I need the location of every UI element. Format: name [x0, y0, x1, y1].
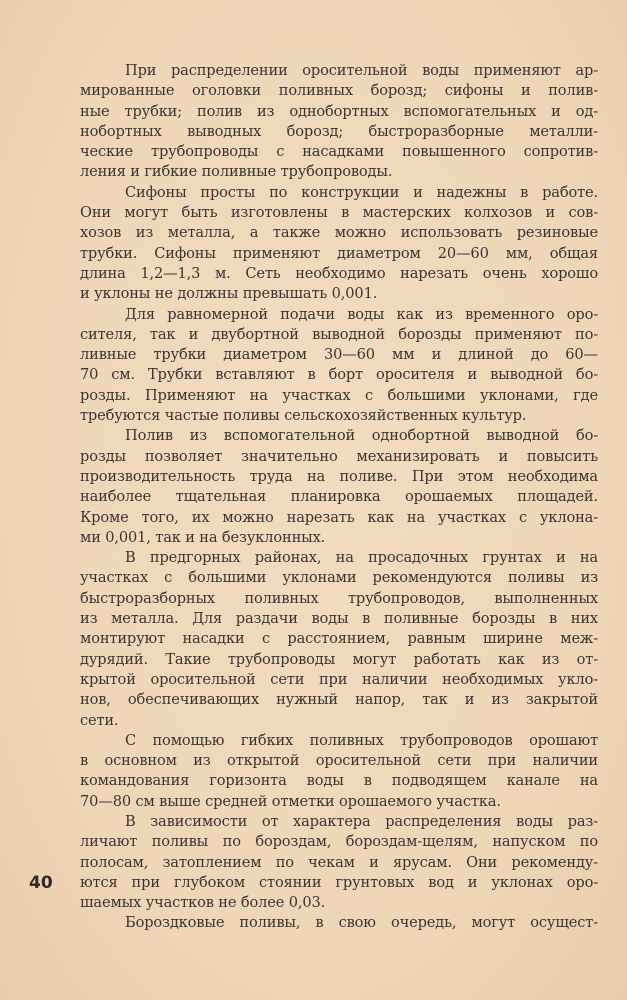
text-line: Бороздковые поливы, в свою очередь, могут осущест-: [125, 914, 598, 932]
text-line: 70—80 см выше средней отметки орошаемого участка.: [80, 792, 501, 810]
text-line: ми 0,001, так и на безуклонных.: [80, 528, 326, 546]
text-line: дурядий. Такие трубопроводы могут работать как из от-: [80, 650, 598, 668]
text-line: Кроме того, их можно нарезать как на участках с уклона-: [80, 508, 598, 526]
text-line: Они могут быть изготовлены в мастерских колхозов и сов-: [80, 204, 598, 222]
text-line: ления и гибкие поливные трубопроводы.: [80, 163, 393, 181]
text-line: Для равномерной подачи воды как из временного оро-: [125, 305, 598, 323]
text-line: нов, обеспечивающих нужный напор, так и из закрытой: [80, 691, 598, 709]
page-number: 40: [29, 873, 53, 893]
text-line: В предгорных районах, на просадочных грунтах и на: [125, 549, 598, 567]
text-line: шаемых участков не более 0,03.: [80, 894, 326, 912]
text-line: крытой оросительной сети при наличии необходимых укло-: [80, 670, 598, 688]
text-line: полосам, затоплением по чекам и ярусам. Они рекоменду-: [80, 853, 598, 871]
text-line: командования горизонта воды в подводящем канале на: [80, 772, 598, 790]
paragraph: [80, 305, 598, 427]
text-line: требуются частые поливы сельскохозяйственных культур.: [80, 407, 527, 425]
paragraph: [80, 426, 598, 548]
paragraph: [80, 812, 598, 913]
text-line: личают поливы по бороздам, бороздам-щелям, напуском по: [80, 833, 598, 851]
text-line: розды. Применяют на участках с большими уклонами, где: [80, 386, 598, 404]
text-line: наиболее тщательная планировка орошаемых площадей.: [80, 488, 598, 506]
text-line: Полив из вспомогательной однобортной выводной бо-: [125, 427, 598, 445]
text-line: ливные трубки диаметром 30—60 мм и длиной до 60—: [80, 346, 598, 364]
text-line: участках с большими уклонами рекомендуются поливы из: [80, 569, 598, 587]
text-line: розды позволяет значительно механизировать и повысить: [80, 447, 598, 465]
text-line: 70 см. Трубки вставляют в борт оросителя и выводной бо-: [80, 366, 598, 384]
text-line: С помощью гибких поливных трубопроводов орошают: [125, 731, 598, 749]
text-line: ные трубки; полив из однобортных вспомогательных и од-: [80, 102, 598, 120]
text-line: При распределении оросительной воды применяют ар-: [125, 62, 598, 79]
paragraph: [80, 731, 598, 812]
text-line: нобортных выводных борозд; быстроразборные металли-: [80, 122, 598, 140]
text-line: и уклоны не должны превышать 0,001.: [80, 285, 378, 303]
text-line: длина 1,2—1,3 м. Сеть необходимо нарезать очень хорошо: [80, 264, 598, 282]
text-line: хозов из металла, а также можно использовать резиновые: [80, 224, 598, 242]
paragraph: [80, 183, 598, 305]
text-line: быстроразборных поливных трубопроводов, выполненных: [80, 589, 598, 607]
text-line: мированные оголовки поливных борозд; сифоны и полив-: [80, 82, 598, 100]
text-line: сети.: [80, 711, 119, 729]
paragraph: [80, 548, 598, 731]
text-line: из металла. Для раздачи воды в поливные борозды в них: [80, 610, 598, 628]
text-line: в основном из открытой оросительной сети при наличии: [80, 752, 598, 770]
text-line: В зависимости от характера распределения воды раз-: [125, 812, 598, 830]
text-line: Сифоны просты по конструкции и надежны в работе.: [125, 183, 598, 201]
text-line: сителя, так и двубортной выводной борозды применяют по-: [80, 325, 598, 343]
paragraph: [80, 61, 598, 183]
text-line: ческие трубопроводы с насадками повышенного сопротив-: [80, 143, 598, 161]
paragraph: [80, 913, 598, 933]
text-line: трубки. Сифоны применяют диаметром 20—60 мм, общая: [80, 244, 598, 262]
text-line: ются при глубоком стоянии грунтовых вод и уклонах оро-: [80, 873, 598, 891]
text-line: монтируют насадки с расстоянием, равным ширине меж-: [80, 630, 598, 648]
text-line: производительность труда на поливе. При этом необходима: [80, 467, 598, 485]
body-text: [80, 61, 598, 934]
